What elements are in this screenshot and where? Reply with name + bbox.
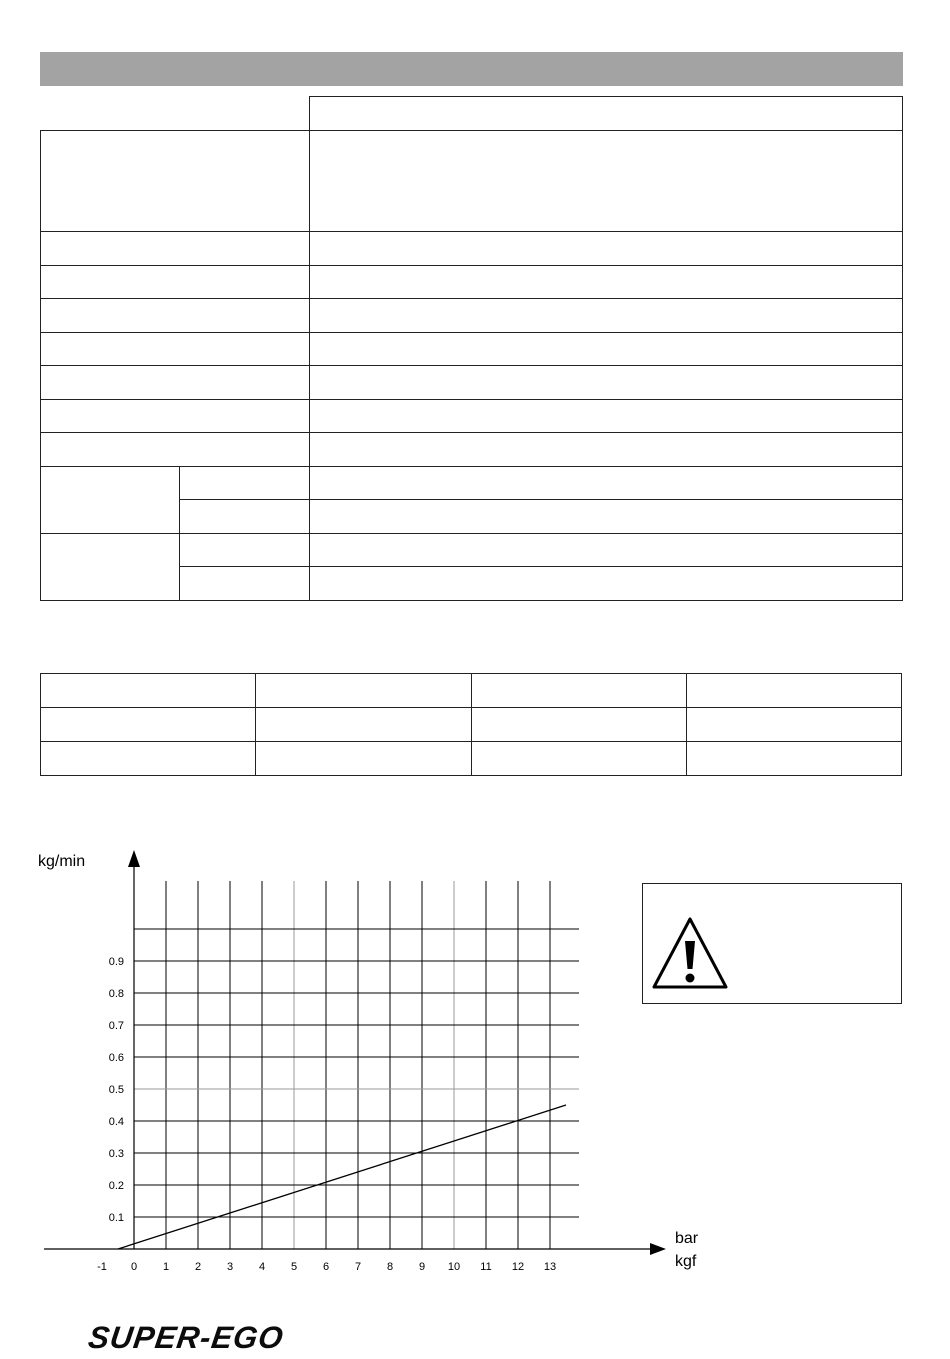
y-axis-arrow-icon (128, 850, 140, 867)
x-axis-arrow-icon (650, 1243, 666, 1255)
y-tick-label: 0.8 (108, 988, 124, 1000)
x-tick-label: 3 (226, 1261, 234, 1273)
y-tick-label: 0.1 (108, 1212, 124, 1224)
x-tick-label: 5 (290, 1261, 298, 1273)
chart-grid (134, 881, 579, 1249)
x-tick-label: 10 (447, 1261, 461, 1273)
x-tick-label: 9 (418, 1261, 426, 1273)
warning-triangle-icon (650, 914, 730, 992)
y-tick-label: 0.4 (108, 1116, 124, 1128)
y-tick-label: 0.7 (108, 1020, 124, 1032)
x-axis-label-bar: bar (675, 1230, 699, 1247)
chart-series (118, 1105, 566, 1249)
x-tick-label: 8 (386, 1261, 394, 1273)
x-tick-label: -1 (97, 1261, 107, 1273)
y-tick-label: 0.6 (108, 1052, 124, 1064)
y-tick-label: 0.5 (108, 1084, 124, 1096)
x-tick-label: 6 (322, 1261, 330, 1273)
y-tick-label: 0.9 (108, 956, 124, 968)
x-tick-label: 1 (162, 1261, 170, 1273)
x-tick-label: 7 (354, 1261, 362, 1273)
x-tick-label: 4 (258, 1261, 266, 1273)
x-tick-label: 11 (480, 1261, 492, 1273)
brand-logo: SUPER-EGO (86, 1320, 287, 1355)
x-tick-label: 2 (194, 1261, 202, 1273)
x-tick-label: 12 (511, 1261, 525, 1273)
series-line (118, 1105, 566, 1249)
x-tick-label: 13 (543, 1261, 557, 1273)
x-tick-label: 0 (130, 1261, 138, 1273)
y-axis-label: kg/min (38, 853, 86, 870)
y-tick-label: 0.2 (108, 1180, 124, 1192)
y-tick-label: 0.3 (108, 1148, 124, 1160)
x-axis-label-kgf: kgf (675, 1253, 697, 1270)
chart-axes (44, 850, 666, 1255)
warning-box (642, 883, 902, 1004)
